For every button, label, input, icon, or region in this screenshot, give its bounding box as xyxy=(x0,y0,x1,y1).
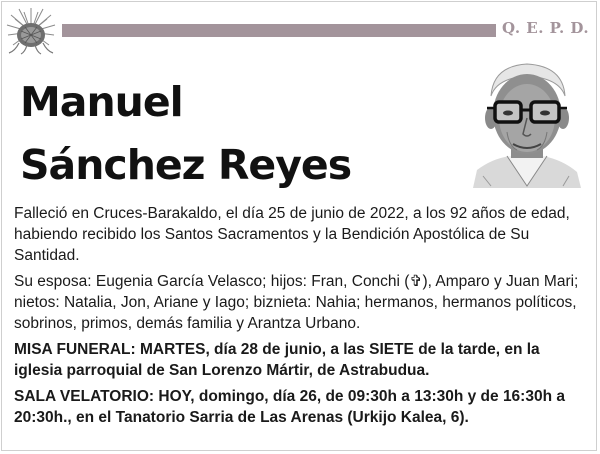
family-paragraph: Su esposa: Eugenia García Velasco; hijos: Fran, Conchi (✞), Amparo y Juan Mari; nietos: Natalia, Jon, Ariane y Iago; biznieta: Nahia; hermanos, hermanos políticos, sobrinos, primos, demás familia y Arantza Urbano. xyxy=(14,273,579,332)
obituary-body xyxy=(14,203,586,433)
funeral-mass-paragraph: MISA FUNERAL: MARTES, día 28 de junio, a las SIETE de la tarde, en la iglesia parroquial de San Lorenzo Mártir, de Astrabudua. xyxy=(14,341,540,379)
thistle-icon xyxy=(5,5,57,55)
deceased-surnames: Sánchez Reyes xyxy=(20,141,352,189)
header-bar xyxy=(62,24,496,37)
deceased-first-name: Manuel xyxy=(20,78,183,126)
portrait-photo xyxy=(473,58,581,188)
wake-room-paragraph: SALA VELATORIO: HOY, domingo, día 26, de 09:30h a 13:30h y de 16:30h a 20:30h., en el Tanatorio Sarria de Las Arenas (Urkijo Kalea, 6). xyxy=(14,388,565,426)
death-notice-paragraph: Falleció en Cruces-Barakaldo, el día 25 de junio de 2022, a los 92 años de edad, habiendo recibido los Santos Sacramentos y la Bendición Apostólica de Su Santidad. xyxy=(14,205,570,264)
qepd-badge: Q. E. P. D. xyxy=(502,19,590,37)
